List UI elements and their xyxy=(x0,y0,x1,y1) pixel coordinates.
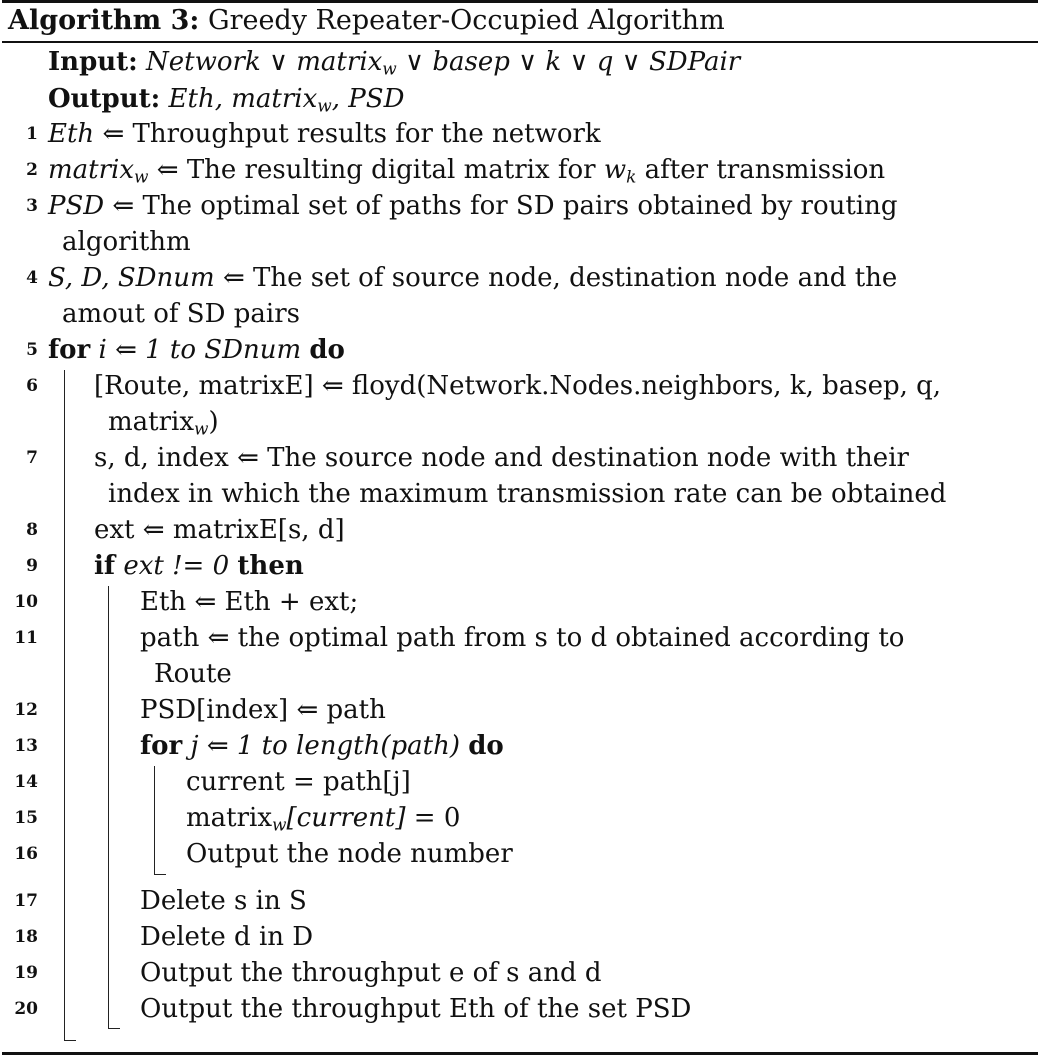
line-number: 12 xyxy=(14,700,38,720)
algorithm-line: path ⇐ the optimal path from s to d obtained according to xyxy=(140,623,905,653)
if-header: if ext != 0 then xyxy=(94,551,304,581)
algorithm-line: Eth ⇐ Eth + ext; xyxy=(140,587,359,617)
line-number: 17 xyxy=(14,891,38,911)
line-number: 6 xyxy=(26,376,38,396)
algorithm-line: current = path[j] xyxy=(186,767,411,797)
or-symbol: ∨ xyxy=(621,47,641,77)
output-label: Output: xyxy=(48,84,161,114)
line-number: 5 xyxy=(26,340,38,360)
output-matrix: matrix$_w$, xyxy=(231,84,340,116)
line-number: 7 xyxy=(26,448,38,468)
algorithm-line: [Route, matrixE] ⇐ floyd(Network.Nodes.neighbors, k, basep, q, xyxy=(94,371,942,401)
output-line xyxy=(48,82,404,116)
line-number: 14 xyxy=(14,772,38,792)
input-k: k xyxy=(545,47,562,77)
algorithm-caption xyxy=(8,2,725,40)
algorithm-line: S, D, SDnum ⇐ The set of source node, destination node and the xyxy=(48,263,898,293)
inner-for-block-bar xyxy=(154,766,155,874)
algorithm-line: PSD ⇐ The optimal set of paths for SD pairs obtained by routing xyxy=(48,191,898,221)
or-symbol: ∨ xyxy=(268,47,289,77)
input-label: Input: xyxy=(48,47,138,77)
algorithm-line: Delete d in D xyxy=(140,922,314,952)
algorithm-line: matrix$_w$[current] = 0 xyxy=(186,803,461,835)
line-number: 2 xyxy=(26,160,38,180)
bottom-rule xyxy=(2,1052,1038,1055)
algorithm-line: ext ⇐ matrixE[s, d] xyxy=(94,515,345,545)
line-number: 13 xyxy=(14,736,38,756)
line-number: 16 xyxy=(14,844,38,864)
input-matrix: matrix$_w$ xyxy=(296,47,397,79)
output-eth: Eth, xyxy=(168,84,223,114)
line-number: 15 xyxy=(14,808,38,828)
line-number: 20 xyxy=(14,999,38,1019)
for-loop-header: for j ⇐ 1 to length(path) do xyxy=(140,731,504,761)
for-loop-header: for i ⇐ 1 to SDnum do xyxy=(48,335,345,365)
if-block-end xyxy=(108,1028,120,1029)
input-basep: basep xyxy=(432,47,510,77)
or-symbol: ∨ xyxy=(569,47,589,77)
for-block-end xyxy=(64,1040,76,1041)
algorithm-line-continuation: amout of SD pairs xyxy=(62,299,300,329)
line-number: 4 xyxy=(26,268,38,288)
line-number: 10 xyxy=(14,592,38,612)
algorithm-line: Eth ⇐ Throughput results for the network xyxy=(48,119,601,149)
or-symbol: ∨ xyxy=(518,47,538,77)
algorithm-label: Algorithm 3: xyxy=(8,5,200,36)
algorithm-line: Output the throughput Eth of the set PSD xyxy=(140,994,692,1024)
inner-for-block-end xyxy=(154,874,166,875)
line-number: 1 xyxy=(26,124,38,144)
input-q: q xyxy=(596,47,614,77)
line-number: 8 xyxy=(26,520,38,540)
line-number: 11 xyxy=(14,628,38,648)
algorithm-line: s, d, index ⇐ The source node and destination node with their xyxy=(94,443,909,473)
line-number: 3 xyxy=(26,196,38,216)
header-rule xyxy=(2,41,1038,43)
line-number: 9 xyxy=(26,556,38,576)
line-number: 18 xyxy=(14,927,38,947)
input-line xyxy=(48,45,740,79)
input-sdpair: SDPair xyxy=(648,47,741,77)
or-symbol: ∨ xyxy=(405,47,425,77)
algorithm-line: PSD[index] ⇐ path xyxy=(140,695,386,725)
algorithm-line-continuation: Route xyxy=(154,659,232,689)
algorithm-line: Output the node number xyxy=(186,839,513,869)
output-psd: PSD xyxy=(348,84,405,114)
line-number: 19 xyxy=(14,963,38,983)
input-network: Network xyxy=(146,47,261,77)
algorithm-line: matrix$_w$ ⇐ The resulting digital matrix for $w_k$ after transmission xyxy=(48,155,886,187)
algorithm-line: Delete s in S xyxy=(140,886,307,916)
algorithm-line-continuation: algorithm xyxy=(62,227,191,257)
algorithm-line-continuation: matrix$_w$) xyxy=(108,407,219,439)
algorithm-line-continuation: index in which the maximum transmission rate can be obtained xyxy=(108,479,947,509)
if-block-bar xyxy=(108,586,109,1028)
algorithm-line: Output the throughput e of s and d xyxy=(140,958,602,988)
for-block-bar xyxy=(64,370,65,1040)
algorithm-title: Greedy Repeater-Occupied Algorithm xyxy=(208,5,725,36)
